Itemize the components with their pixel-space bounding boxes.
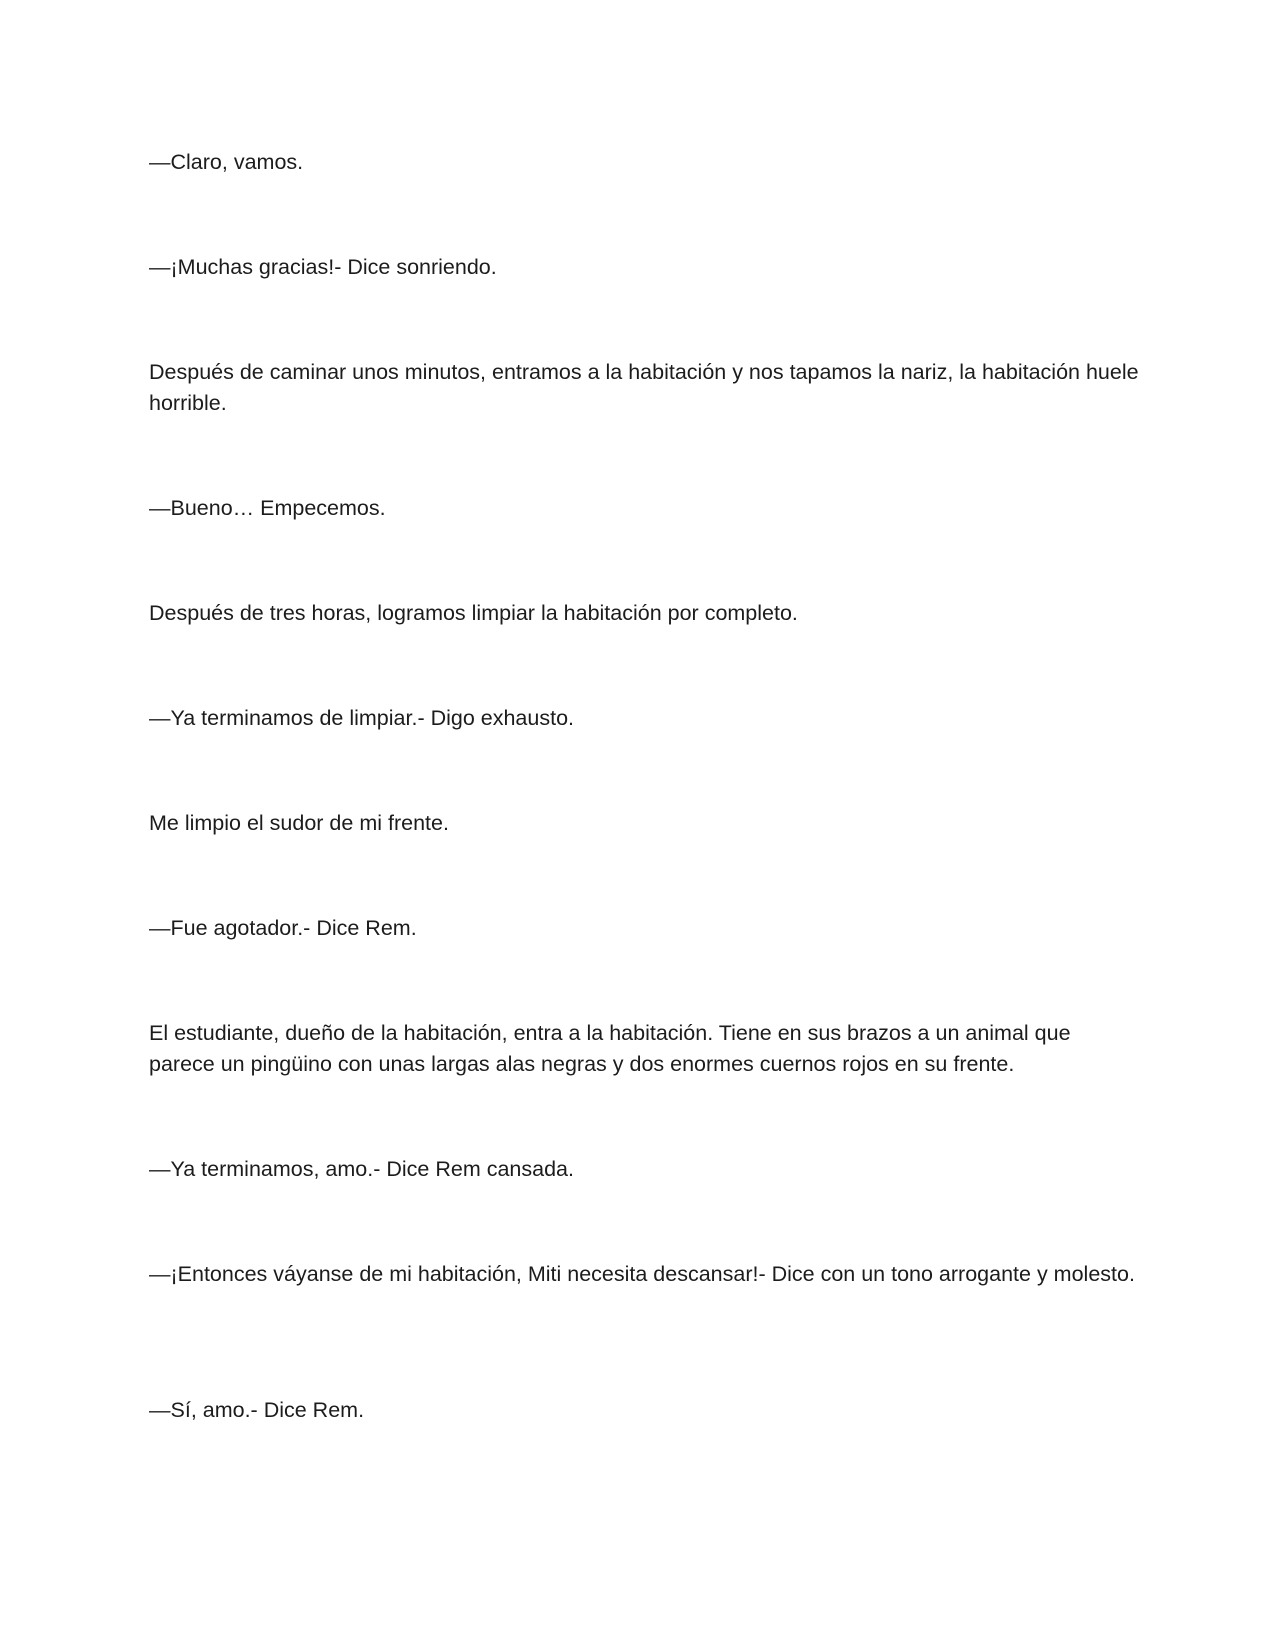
paragraph-11: —¡Entonces váyanse de mi habitación, Miti necesita descansar!- Dice con un tono arrogante y molesto. (149, 1262, 1135, 1286)
paragraph-3: Después de caminar unos minutos, entramos a la habitación y nos tapamos la nariz, la habitación huele horrible. (149, 360, 1139, 415)
paragraph-5: Después de tres horas, logramos limpiar la habitación por completo. (149, 601, 798, 625)
paragraph-1: —Claro, vamos. (149, 150, 304, 174)
paragraph-6: —Ya terminamos de limpiar.- Digo exhausto. (149, 706, 575, 730)
paragraph-2: —¡Muchas gracias!- Dice sonriendo. (149, 255, 497, 279)
paragraph-8: —Fue agotador.- Dice Rem. (149, 916, 417, 940)
paragraph-4: —Bueno… Empecemos. (149, 496, 386, 520)
paragraph-7: Me limpio el sudor de mi frente. (149, 811, 449, 835)
paragraph-12: —Sí, amo.- Dice Rem. (149, 1398, 365, 1422)
paragraph-9: El estudiante, dueño de la habitación, entra a la habitación. Tiene en sus brazos a un animal que parece un pingüino con unas largas alas negras y dos enormes cuernos rojos en su frente. (149, 1021, 1071, 1076)
paragraph-10: —Ya terminamos, amo.- Dice Rem cansada. (149, 1157, 574, 1181)
